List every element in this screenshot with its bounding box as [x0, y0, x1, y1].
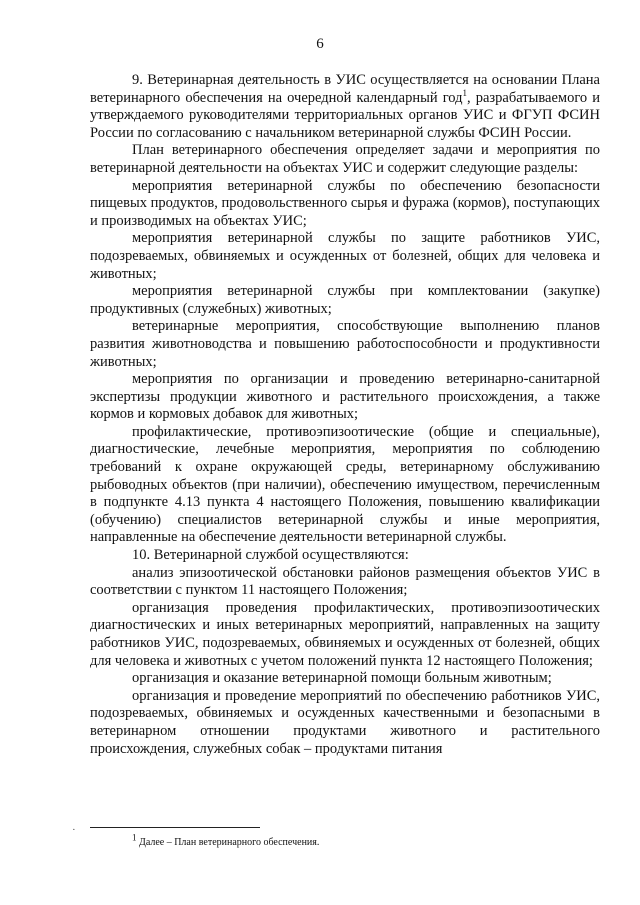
list-item: мероприятия по организации и проведению ветеринарно-санитарной экспертизы продукции животного и растительного происхождения, а также кормов и кормовых добавок для животных; — [90, 371, 600, 423]
footnote — [132, 832, 592, 849]
paragraph-9-cont: разрабатываемого и утверждаемого руководителями территориальных органов УИС и ФГУП ФСИН России по согласованию с начальником ветеринарной службы ФСИН России. — [90, 89, 601, 141]
list-item: организация и оказание ветеринарной помощи больным животным; — [132, 670, 552, 687]
paragraph: План ветеринарного обеспечения определяет задачи и мероприятия по ветеринарной деятельности на объектах УИС и содержит следующие разделы: — [90, 142, 600, 176]
footnote-divider — [90, 827, 260, 828]
list-item: мероприятия ветеринарной службы по обеспечению безопасности пищевых продуктов, продовольственного сырья и фуража (кормов), поступающих и производимых на объектах УИС; — [90, 177, 600, 229]
list-item: организация проведения профилактических, противоэпизоотических диагностических и иных ветеринарных мероприятий, направленных на защиту работников УИС, подозреваемых, обвиняемых и осужденных от болезней, общих для человека и животных с учетом положений пункта 12 настоящего Положения; — [90, 599, 600, 669]
margin-mark: · — [72, 824, 76, 836]
footnote-ref: 1 — [462, 87, 468, 98]
footnote-text: Далее – План ветеринарного обеспечения. — [139, 837, 320, 848]
document-body — [90, 72, 600, 758]
paragraph-9: 9. Ветеринарная деятельность в УИС осуществляется на основании Плана ветеринарного обеспечения на очередной календарный год$^1$, разрабатываемого и утверждаемого руководителями территориальных органов УИС и ФГУП ФСИН России по согласованию с начальником ветеринарной службы ФСИН России. — [90, 72, 601, 141]
paragraph-9-text: 9. Ветеринарная деятельность в УИС осуществляется на основании Плана ветеринарного обеспечения на очередной календарный год — [90, 72, 600, 106]
list-item: анализ эпизоотической обстановки районов размещения объектов УИС в соответствии с пунктом 11 настоящего Положения; — [90, 564, 600, 599]
list-item: мероприятия ветеринарной службы по защите работников УИС, подозреваемых, обвиняемых и осужденных от болезней, общих для человека и животных; — [90, 230, 600, 282]
page-number: 6 — [316, 36, 324, 52]
list-item: профилактические, противоэпизоотические (общие и специальные), диагностические, лечебные мероприятия, мероприятия по соблюдению требований к охране окружающей среды, ветеринарному обслуживанию рыбоводных объектов (при наличии), обеспечению имуществом, перечисленным в подпункте 4.13 пункта 4 настоящего Положения, повышению квалификации (обучению) специалистов ветеринарной службы и иные мероприятия, направленные на обеспечение деятельности ветеринарной службы. — [90, 423, 600, 546]
paragraph-10: 10. Ветеринарной службой осуществляются: — [132, 547, 409, 564]
list-item: мероприятия ветеринарной службы при комплектовании (закупке) продуктивных (служебных) животных; — [90, 283, 600, 317]
list-item: организация и проведение мероприятий по обеспечению работников УИС, подозреваемых, обвиняемых и осужденных качественными и безопасными в ветеринарном отношении продуктами животного и растительного происхождения, служебных собак – продуктами питания — [90, 687, 600, 757]
footnote-number: 1 — [132, 832, 137, 843]
list-item: ветеринарные мероприятия, способствующие выполнению планов развития животноводства и повышению работоспособности и продуктивности животных; — [90, 318, 600, 370]
